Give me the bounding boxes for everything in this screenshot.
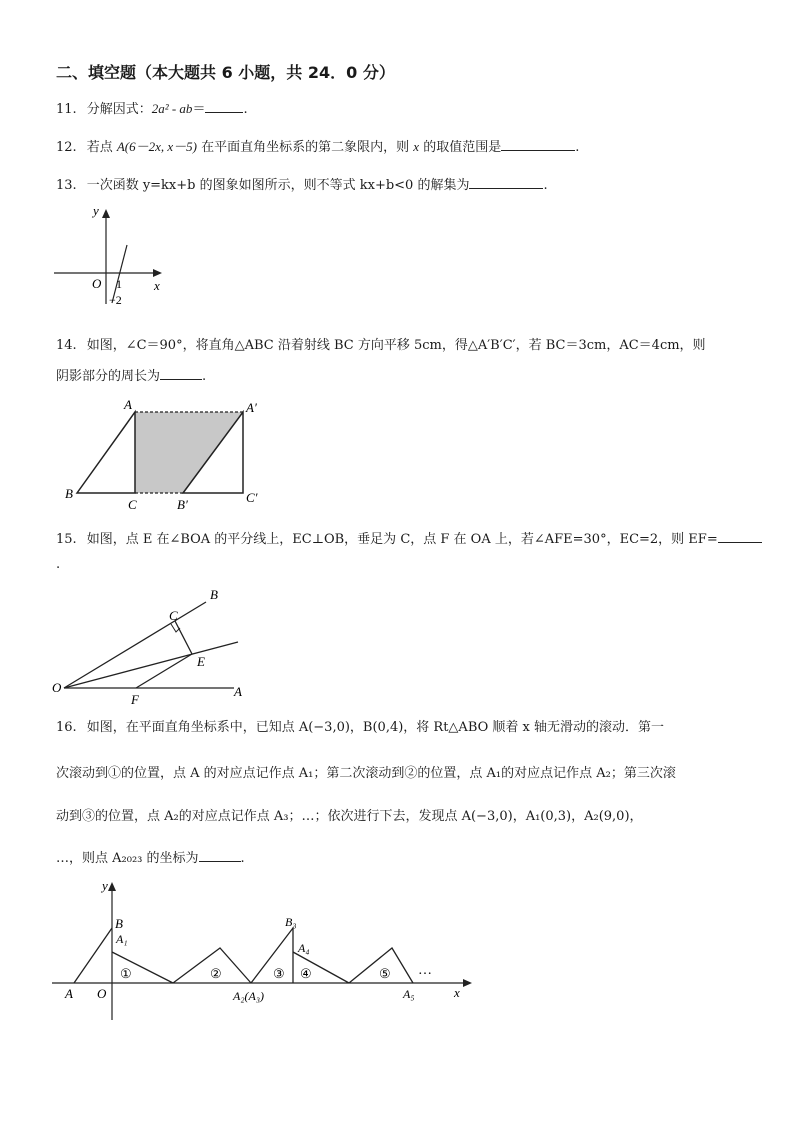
figure-15-angle-bisector (48, 585, 258, 710)
answer-blank[interactable] (205, 100, 243, 113)
y-axis-arrow (102, 209, 110, 218)
label-B: B (65, 486, 73, 501)
y-label: y (102, 878, 108, 893)
label-C: C (128, 497, 137, 512)
label-A-prime: A′ (246, 400, 257, 415)
question-15: 15. 如图，点 E 在∠BOA 的平分线上，EC⊥OB，垂足为 C，点 F 在 OA 上，若∠AFE=30°，EC=2，则 EF= (56, 528, 762, 547)
label-B-prime: B′ (177, 497, 188, 512)
label-A2-A3: A₂(A₃) (233, 989, 264, 1003)
bisector (64, 642, 238, 688)
question-12: 12. 若点 A(6－2x, x－5) 在平面直角坐标系的第二象限内，则 x 的取值范围是 . (56, 139, 580, 155)
position-5-label: ⑤ (379, 966, 391, 981)
segment-ec (175, 621, 192, 654)
y-label: y (93, 203, 99, 218)
segment-ef (136, 654, 192, 688)
origin-label: O (92, 276, 102, 291)
tick-1-label: 1 (116, 277, 122, 291)
y-axis-arrow (108, 882, 116, 891)
question-16-line3: 动到③的位置，点 A₂的对应点记作点 A₃；…；依次进行下去，发现点 A(−3,0)，A₁(0,3)，A₂(9,0)， (56, 809, 643, 824)
question-11: 11. 分解因式：2a² - ab＝ . (56, 101, 248, 117)
section-title: 二、填空题（本大题共 6 小题，共 24．0 分） (56, 63, 395, 82)
label-A: A (124, 397, 132, 412)
question-14-line2: 阴影部分的周长为 . (56, 369, 207, 384)
triangle-3 (251, 928, 293, 983)
label-O: O (97, 986, 107, 1001)
position-2-label: ② (210, 966, 222, 981)
label-F: F (131, 692, 139, 707)
figure-13-linear-graph (50, 200, 180, 310)
answer-blank[interactable] (501, 138, 575, 151)
question-15-end: . (56, 557, 61, 572)
triangle-abo-hypotenuse (74, 928, 112, 983)
x-label: x (454, 985, 460, 1000)
x-axis-arrow (153, 269, 162, 277)
label-A5: A₅ (403, 987, 415, 1001)
question-13: 13. 一次函数 y=kx+b 的图象如图所示，则不等式 kx+b<0 的解集为 . (56, 178, 548, 193)
figure-14-translation (60, 395, 280, 515)
label-A: A (65, 986, 73, 1001)
label-A4: A₄ (298, 941, 310, 955)
question-14-line1: 14. 如图，∠C＝90°，将直角△ABC 沿着射线 BC 方向平移 5cm，得△A′B′C′，若 BC＝3cm，AC＝4cm，则 (56, 338, 706, 353)
position-3-label: ③ (273, 966, 285, 981)
answer-blank[interactable] (160, 367, 202, 380)
position-1-label: ① (120, 966, 132, 981)
label-B3: B₃ (285, 915, 297, 929)
label-B: B (115, 916, 123, 931)
question-16-line4: …，则点 A₂₀₂₃ 的坐标为 . (56, 851, 245, 866)
ellipsis: … (418, 963, 432, 978)
answer-blank[interactable] (469, 176, 543, 189)
position-4-label: ④ (300, 966, 312, 981)
label-E: E (197, 654, 205, 669)
question-16-line2: 次滚动到①的位置，点 A 的对应点记作点 A₁；第二次滚动到②的位置，点 A₁的对应点记作点 A₂；第三次滚 (56, 766, 676, 781)
label-O: O (52, 680, 62, 695)
ray-ob (64, 602, 206, 688)
question-16-line1: 16. 如图，在平面直角坐标系中，已知点 A(−3,0)，B(0,4)，将 Rt△ABO 顺着 x 轴无滑动的滚动．第一 (56, 720, 665, 735)
x-axis-arrow (463, 979, 472, 987)
figure-16-rolling-triangle (40, 872, 480, 1027)
triangle-abc (77, 412, 135, 493)
label-C-prime: C′ (246, 490, 258, 505)
label-C: C (169, 608, 178, 623)
answer-blank[interactable] (199, 849, 241, 862)
shaded-region (135, 412, 243, 493)
x-label: x (154, 278, 160, 293)
label-B: B (210, 587, 218, 602)
tick-neg2-label: −2 (109, 293, 122, 307)
label-A: A (234, 684, 242, 699)
label-A1: A₁ (116, 932, 128, 946)
answer-blank[interactable] (718, 530, 762, 543)
